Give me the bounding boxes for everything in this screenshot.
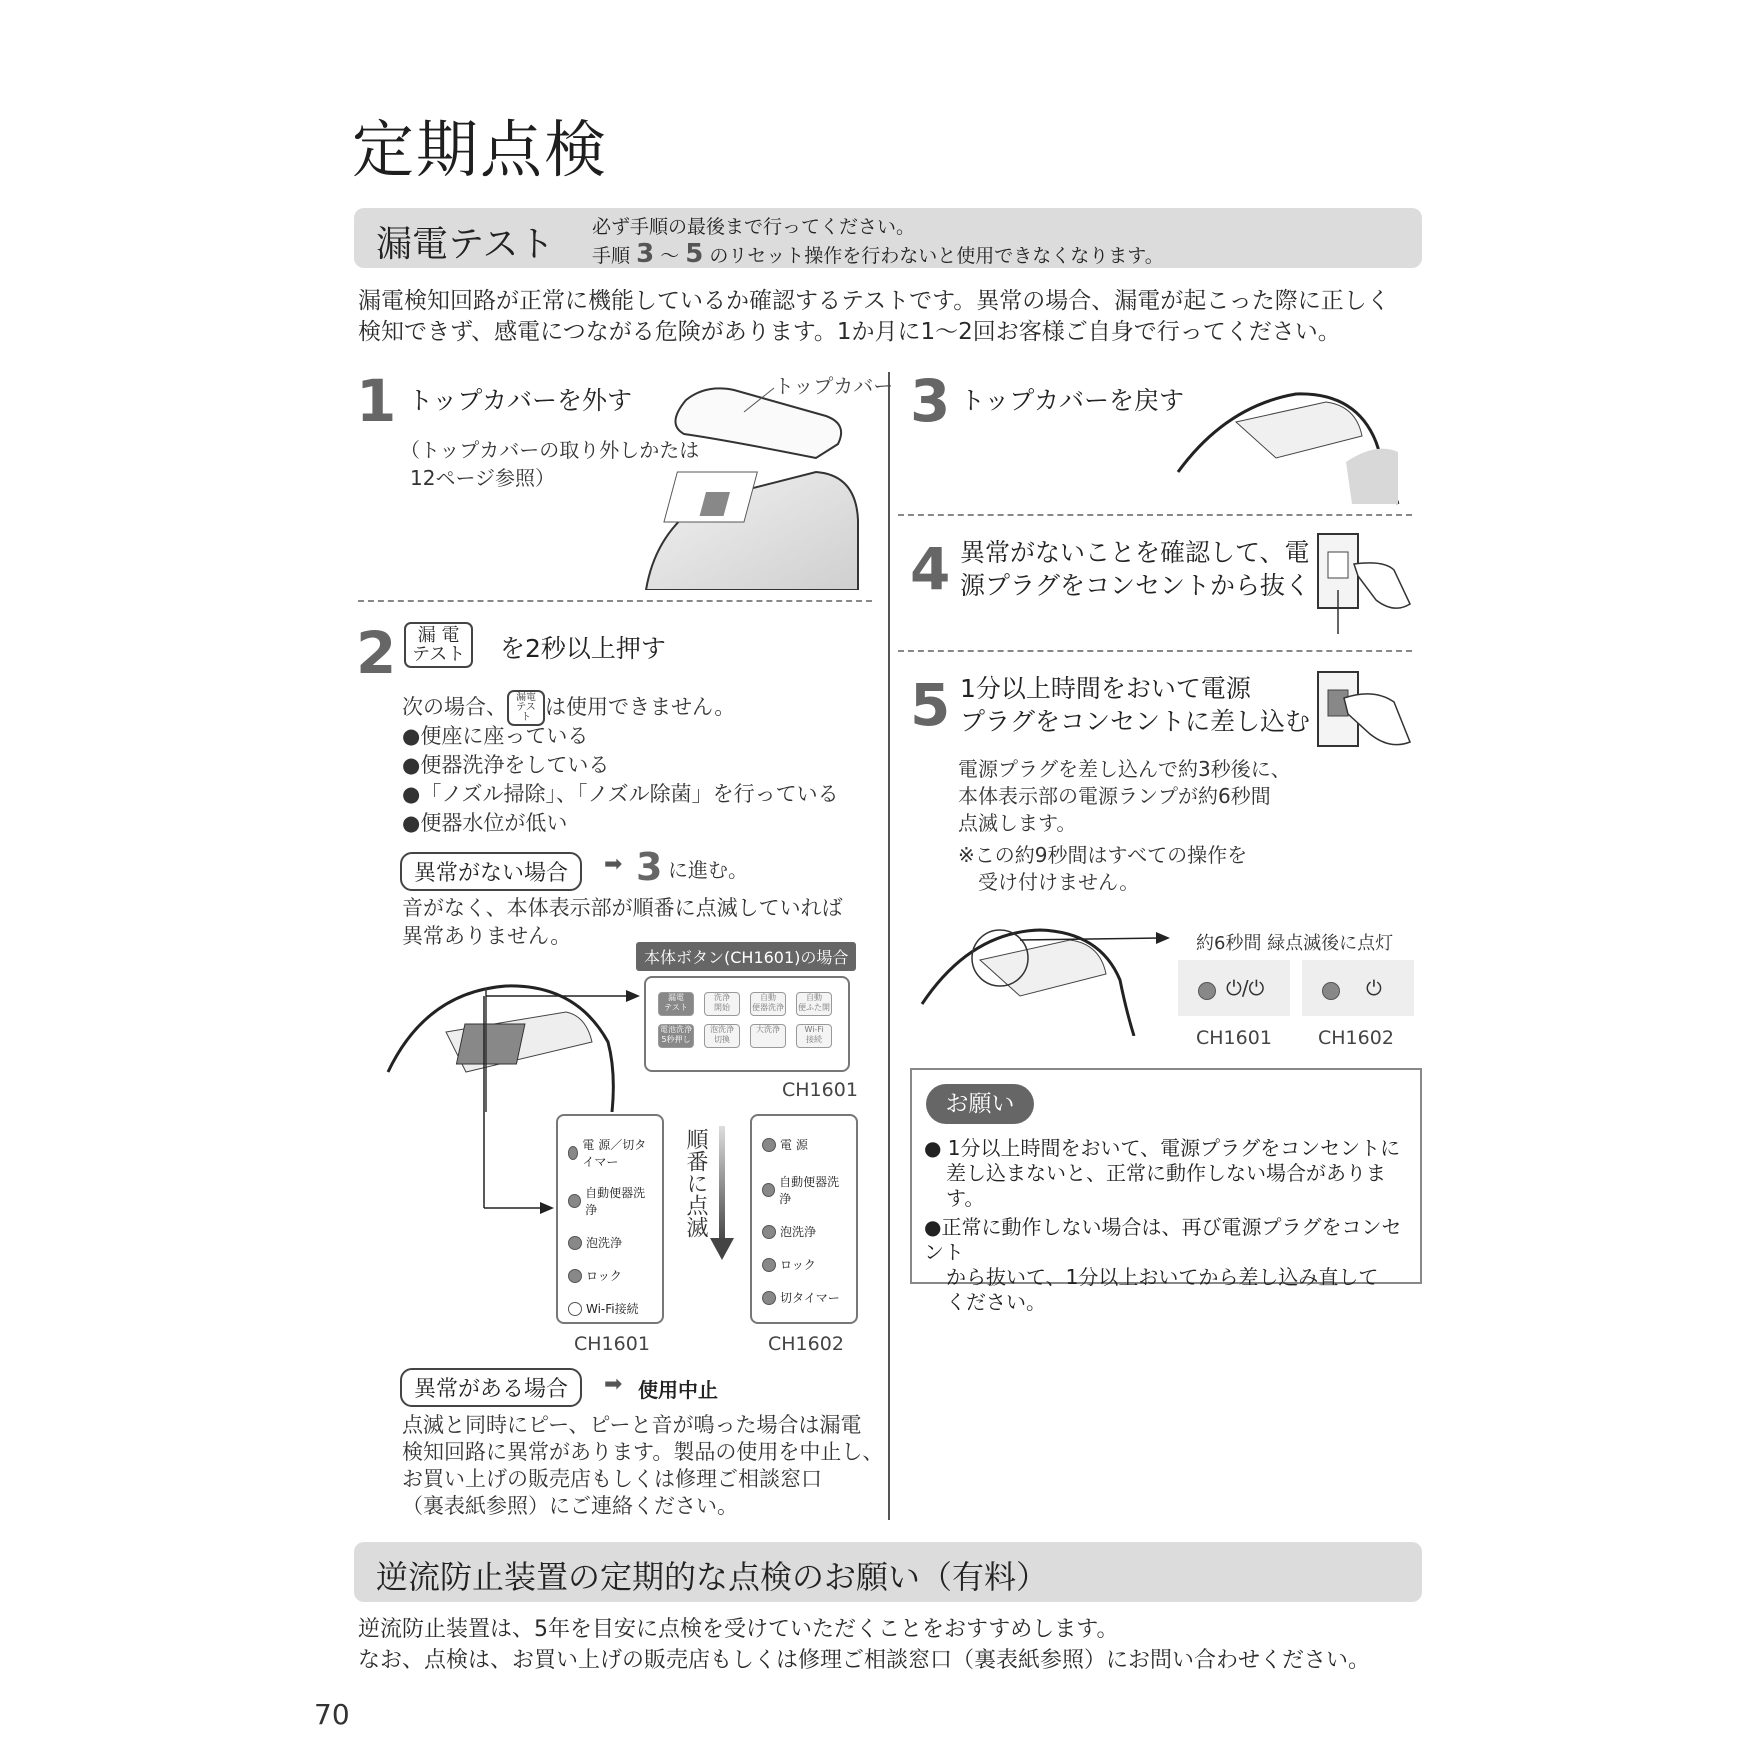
leak-test-key-icon: 漏 電 テスト xyxy=(404,622,473,668)
lamp-foam-wash: 泡洗浄 xyxy=(568,1234,652,1251)
toilet-cover-removed-illustration xyxy=(626,380,876,590)
step5-number: 5 xyxy=(910,671,951,739)
lamp-model-ch1601: CH1601 xyxy=(1196,1027,1272,1049)
step3-number: 3 xyxy=(910,367,951,435)
panel-caption: 本体ボタン(CH1601)の場合 xyxy=(636,942,856,971)
normal-case-text: 音がなく、本体表示部が順番に点滅していれば 異常ありません。 xyxy=(402,896,843,948)
leak-test-warning xyxy=(592,214,1164,270)
lamp-blink-caption: 約6秒間 緑点滅後に点灯 xyxy=(1196,933,1394,954)
warning-line2: 手順 3 ～ 5 のリセット操作を行わないと使用できなくなります。 xyxy=(592,239,1164,269)
abnormal-case-text: 点滅と同時にピー、ピーと音が鳴った場合は漏電 検知回路に異常があります。製品の使用を中止し、 お買い上げの販売店もしくは修理ご相談窓口 （裏表紙参照）にご連絡ください。 xyxy=(402,1413,884,1518)
power-lamp-ch1601 xyxy=(1178,960,1290,1016)
lamp-off-timer: 切タイマー xyxy=(762,1289,846,1306)
panel-button-auto-flush[interactable]: 自動 便器洗浄 xyxy=(750,992,786,1016)
leak-test-intro: 漏電検知回路が正常に機能しているか確認するテストです。異常の場合、漏電が起こった際に正しく 検知できず、感電につながる危険があります。1か月に1～2回お客様ご自身で行ってください。 xyxy=(358,288,1390,345)
step5-body: 電源プラグを差し込んで約3秒後に、 本体表示部の電源ランプが約6秒間 点滅します。 xyxy=(958,757,1291,835)
right-arrow-icon: ➡ xyxy=(604,852,623,877)
step3-title: トップカバーを戻す xyxy=(960,386,1185,415)
panel-button-foam-wash[interactable]: 泡洗浄 切換 xyxy=(704,1024,740,1048)
power-lamp-icon xyxy=(1322,982,1340,1000)
condition-item: ●便座に座っている xyxy=(402,724,589,748)
lamp-lock: ロック xyxy=(568,1267,652,1284)
control-panel-ch1601 xyxy=(644,976,850,1072)
leak-test-heading: 漏電テスト xyxy=(376,224,555,265)
abnormal-case-label: 異常がある場合 xyxy=(400,1368,582,1407)
request-box xyxy=(910,1068,1422,1314)
lamp-power-off-timer: 電 源／切タイマー xyxy=(568,1136,652,1170)
leak-test-header xyxy=(354,208,1422,268)
lamp-panel-ch1602 xyxy=(750,1114,858,1324)
divider-step4-step5 xyxy=(898,650,1412,652)
divider-step1-step2 xyxy=(358,600,872,602)
request-list xyxy=(924,1136,1420,1319)
lamp-panel-ch1601 xyxy=(556,1114,664,1324)
normal-case-label: 異常がない場合 xyxy=(400,852,582,891)
backflow-header xyxy=(354,1542,1422,1602)
request-item: ● 1分以上時間をおいて、電源プラグをコンセントに 差し込まないと、正常に動作しない場合があります。 xyxy=(924,1136,1401,1210)
power-symbol-icon: ⏻/⏻ xyxy=(1226,976,1265,1000)
control-panel-buttons xyxy=(658,992,836,1048)
step2-title: を2秒以上押す xyxy=(500,634,666,663)
condition-item: ●「ノズル掃除」、「ノズル除菌」を行っている xyxy=(402,782,839,806)
step1-number: 1 xyxy=(356,367,397,435)
column-divider xyxy=(888,372,890,1520)
leak-test-key-small-icon: 漏電テスト xyxy=(507,690,545,726)
step2-conditions xyxy=(402,722,839,838)
page-title: 定期点検 xyxy=(352,113,609,186)
sequence-blink-label: 順番に点滅 xyxy=(683,1128,708,1238)
panel-button-auto-lid[interactable]: 自動 便ふた開 xyxy=(796,992,832,1016)
step5-note: ※この約9秒間はすべての操作を 受け付けません。 xyxy=(958,843,1248,894)
down-arrow-icon xyxy=(710,1126,734,1260)
panel-button-wifi[interactable]: Wi-Fi 接続 xyxy=(796,1024,832,1048)
step1-subnote: （トップカバーの取り外しかたは 12ページ参照） xyxy=(400,438,700,490)
request-tag: お願い xyxy=(926,1084,1034,1124)
panel-button-big-wash[interactable]: 大洗浄 xyxy=(750,1024,786,1048)
step4-number: 4 xyxy=(910,535,951,603)
page-number: 70 xyxy=(314,1698,350,1731)
step5-title: 1分以上時間をおいて電源 プラグをコンセントに差し込む xyxy=(960,674,1311,736)
step2-number: 2 xyxy=(356,619,397,687)
backflow-text: 逆流防止装置は、5年を目安に点検を受けていただくことをおすすめします。 なお、点検は、お買い上げの販売店もしくは修理ご相談窓口（裏表紙参照）にお問い合わせください。 xyxy=(358,1617,1371,1673)
right-arrow-icon: ➡ xyxy=(604,1372,623,1397)
lamp-wifi: Wi-Fi接続 xyxy=(568,1300,652,1317)
warning-line1: 必ず手順の最後まで行ってください。 xyxy=(592,216,916,238)
go-step3-text: に進む。 xyxy=(668,858,748,882)
unplug-illustration xyxy=(1314,530,1414,636)
step2-cannot-use: 次の場合、 漏電テスト は使用できません。 xyxy=(402,690,735,726)
lamp-panel-ch1602-model: CH1602 xyxy=(768,1333,844,1355)
panel-button-battery-wash[interactable]: 電池洗浄 5秒押し xyxy=(658,1024,694,1048)
divider-step3-step4 xyxy=(898,514,1412,516)
condition-item: ●便器水位が低い xyxy=(402,811,568,835)
panel-button-leak-test[interactable]: 漏電 テスト xyxy=(658,992,694,1016)
step1-title: トップカバーを外す xyxy=(408,386,633,415)
lamp-panel-ch1601-model: CH1601 xyxy=(574,1333,650,1355)
toilet-cover-closed-illustration xyxy=(1176,382,1402,506)
request-item: ●正常に動作しない場合は、再び電源プラグをコンセント から抜いて、1分以上おいてから差し込み直して ください。 xyxy=(924,1215,1402,1314)
panel-button-wash-start[interactable]: 洗浄 開始 xyxy=(704,992,740,1016)
lamp-auto-flush: 自動便器洗浄 xyxy=(762,1173,846,1207)
go-step3-number: 3 xyxy=(636,845,663,889)
condition-item: ●便器洗浄をしている xyxy=(402,753,610,777)
lamp-foam-wash: 泡洗浄 xyxy=(762,1223,846,1240)
power-lamp-icon xyxy=(1198,982,1216,1000)
plug-in-illustration xyxy=(1314,668,1414,754)
step4-title: 異常がないことを確認して、電 源プラグをコンセントから抜く xyxy=(960,538,1311,600)
lamp-model-ch1602: CH1602 xyxy=(1318,1027,1394,1049)
lamp-lock: ロック xyxy=(762,1256,846,1273)
power-symbol-icon: ⏻ xyxy=(1366,976,1382,1000)
panel-model-label: CH1601 xyxy=(782,1079,858,1101)
lamp-power: 電 源 xyxy=(762,1136,846,1153)
lamp-auto-flush: 自動便器洗浄 xyxy=(568,1184,652,1218)
toilet-lamp-illustration xyxy=(920,920,1170,1036)
stop-use-text: 使用中止 xyxy=(638,1378,718,1402)
backflow-heading: 逆流防止装置の定期的な点検のお願い（有料） xyxy=(376,1558,1049,1596)
power-lamp-ch1602 xyxy=(1302,960,1414,1016)
top-cover-callout: トップカバー xyxy=(774,374,894,398)
